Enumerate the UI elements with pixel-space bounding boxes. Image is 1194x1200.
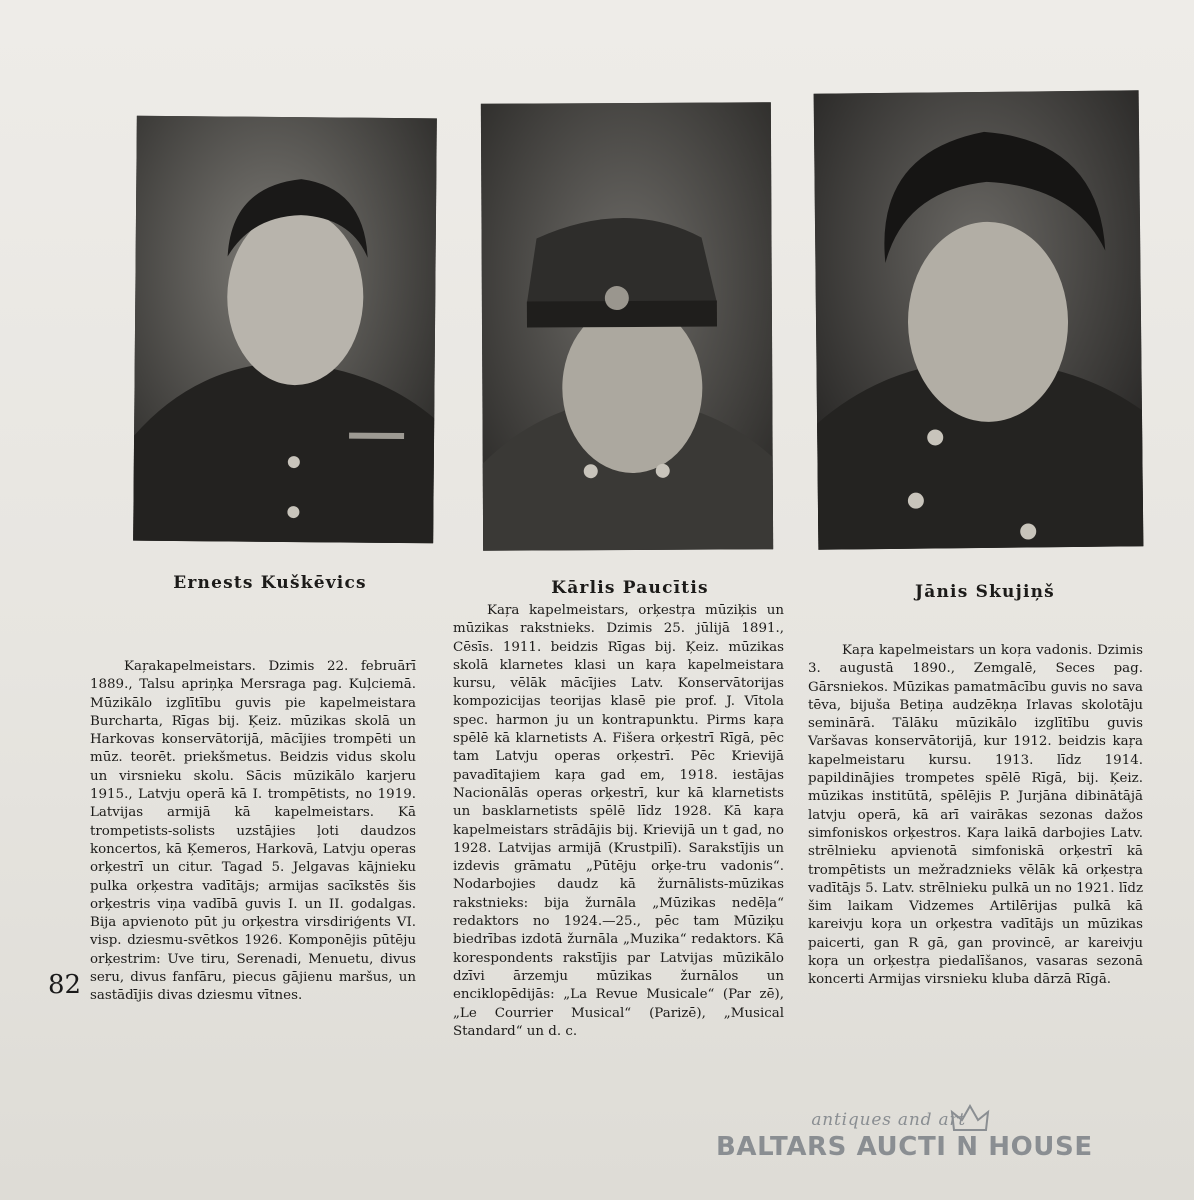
- portrait-photo-3: [814, 90, 1144, 549]
- crown-icon: [950, 1104, 990, 1134]
- bio-text-3: Kaŗa kapelmeistars un koŗa vadonis. Dzimis 3. augustā 1890., Zemgalē, Seces pag. Gārsniekos. Mūzikas pamatmācību guvis no sava tēva, bijuša Betiņa audzēkņa Irlavas skolotāju seminārā. Tālāku mūzikālo izglītību guvis Varšavas konservātorijā, kur 1912. beidzis kaŗa kapelmeistaru kursu. 1913. līdz 1914. papildinājies trompetes spēlē Rīgā, bij. Ķeiz. mūzikas institūtā, spēlējis P. Jurjāna dibinātājā latvju operā, kā arī vairākas sezonas dažos simfoniskos orķestros. Kaŗa laikā darbojies Latv. strēlnieku apvienotā simfoniskā orķestrī kā trompētists un mežradznieks vēlāk kā orķestŗa vadītājs 5. Latv. strēlnieku pulkā un no 1921. līdz šim laikam Vidzemes Artilērijas pulkā kā kareivju koŗa un orķestra vadītājs un mūzikas paicerti, gan R gā, gan provincē, ar kareivju koŗa un orķestŗa piedalīšanos, vasaras sezonā koncerti Armijas virsnieku kluba dārzā Rīgā.: [808, 643, 1143, 988]
- person-bio-1: [90, 658, 416, 1006]
- page-number: 82: [48, 970, 82, 1000]
- person-name-3: Jānis Skujiņš: [915, 582, 1055, 602]
- portrait-photo-1: [133, 116, 437, 544]
- person-name-1: Ernests Kuškēvics: [173, 573, 367, 593]
- person-name-2: Kārlis Paucītis: [551, 578, 709, 598]
- portrait-photo-2: [481, 102, 773, 551]
- bio-text-1: Kaŗakapelmeistars. Dzimis 22. februārī 1889., Talsu apriņķa Mersraga pag. Kuļciemā. Mūzikālo izglītību guvis pie kapelmeistara Burcharta, Rīgas bij. Ķeiz. mūzikas skolā un Harkovas konservātorijā, mācījies trompēti un mūz. teorēt. priekšmetus. Beidzis vidus skolu un virsnieku skolu. Sācis mūzikālo karjeru 1915., Latvju operā kā I. trompētists, no 1919. Latvijas armijā kā kapelmeistars. Kā trompetists-solists uzstājies ļoti daudzos koncertos, kā Ķemeros, Harkovā, Latvju operas orķestrī un citur. Tagad 5. Jelgavas kājnieku pulka orķestra vadītājs; armijas sacīkstēs šis orķestris viņa vadībā guvis I. un II. godalgas. Bija apvienoto pūt ju orķestra virsdiriģents VI. visp. dziesmu-svētkos 1926. Komponējis pūtēju orķestrim: Uve tiru, Serenadi, Menuetu, divus seru, divus fanfāru, piecus gājienu maršus, un sastādījis divas dziesmu vītnes.: [90, 659, 416, 1004]
- bio-text-2: Kaŗa kapelmeistars, orķestŗa mūziķis un mūzikas rakstnieks. Dzimis 25. jūlijā 1891., Cēsīs. 1911. beidzis Rīgas bij. Ķeiz. mūzikas skolā klarnetes klasi un kaŗa kapelmeistara kursu, vēlāk mācījies Latv. Konservātorijas kompozicijas teorijas klasē pie prof. J. Vītola spec. harmon ju un kontrapunktu. Pirms kaŗa spēlē kā klarnetists A. Fišera orķestrī Rīgā, pēc tam Latvju operas orķestrī. Pēc Krievijā pavadītajiem kaŗa gad em, 1918. iestājas Nacionālās operas orķestrī, kur kā klarnetists un basklarnetists spēlē līdz 1928. Kā kaŗa kapelmeistars strādājis bij. Krievijā un t gad, no 1928. Latvijas armijā (Krustpilī). Sarakstījis un izdevis grāmatu „Pūtēju orķe-tru vadonis“. Nodarbojies daudz kā žurnālists-mūzikas rakstnieks: bija žurnāla „Mūzikas nedēļa“ redaktors no 1924.—25., pēc tam Mūziķu biedrības izdotā žurnāla „Muzika“ redaktors. Kā korespondents rakstījis par Latvijas mūzikālo dzīvi ārzemju mūzikas žurnālos un enciklopēdijās: „La Revue Musicale“ (Par zē), „Le Courrier Musical“ (Parizē), „Musical Standard“ un d. c.: [453, 603, 784, 1039]
- person-bio-3: [808, 642, 1143, 990]
- watermark-tagline: antiques and art: [811, 1110, 966, 1130]
- watermark-brand: BALTARS AUCTI N HOUSE: [716, 1132, 1093, 1162]
- auction-house-watermark: [716, 1110, 1116, 1170]
- person-bio-2: [453, 602, 784, 1041]
